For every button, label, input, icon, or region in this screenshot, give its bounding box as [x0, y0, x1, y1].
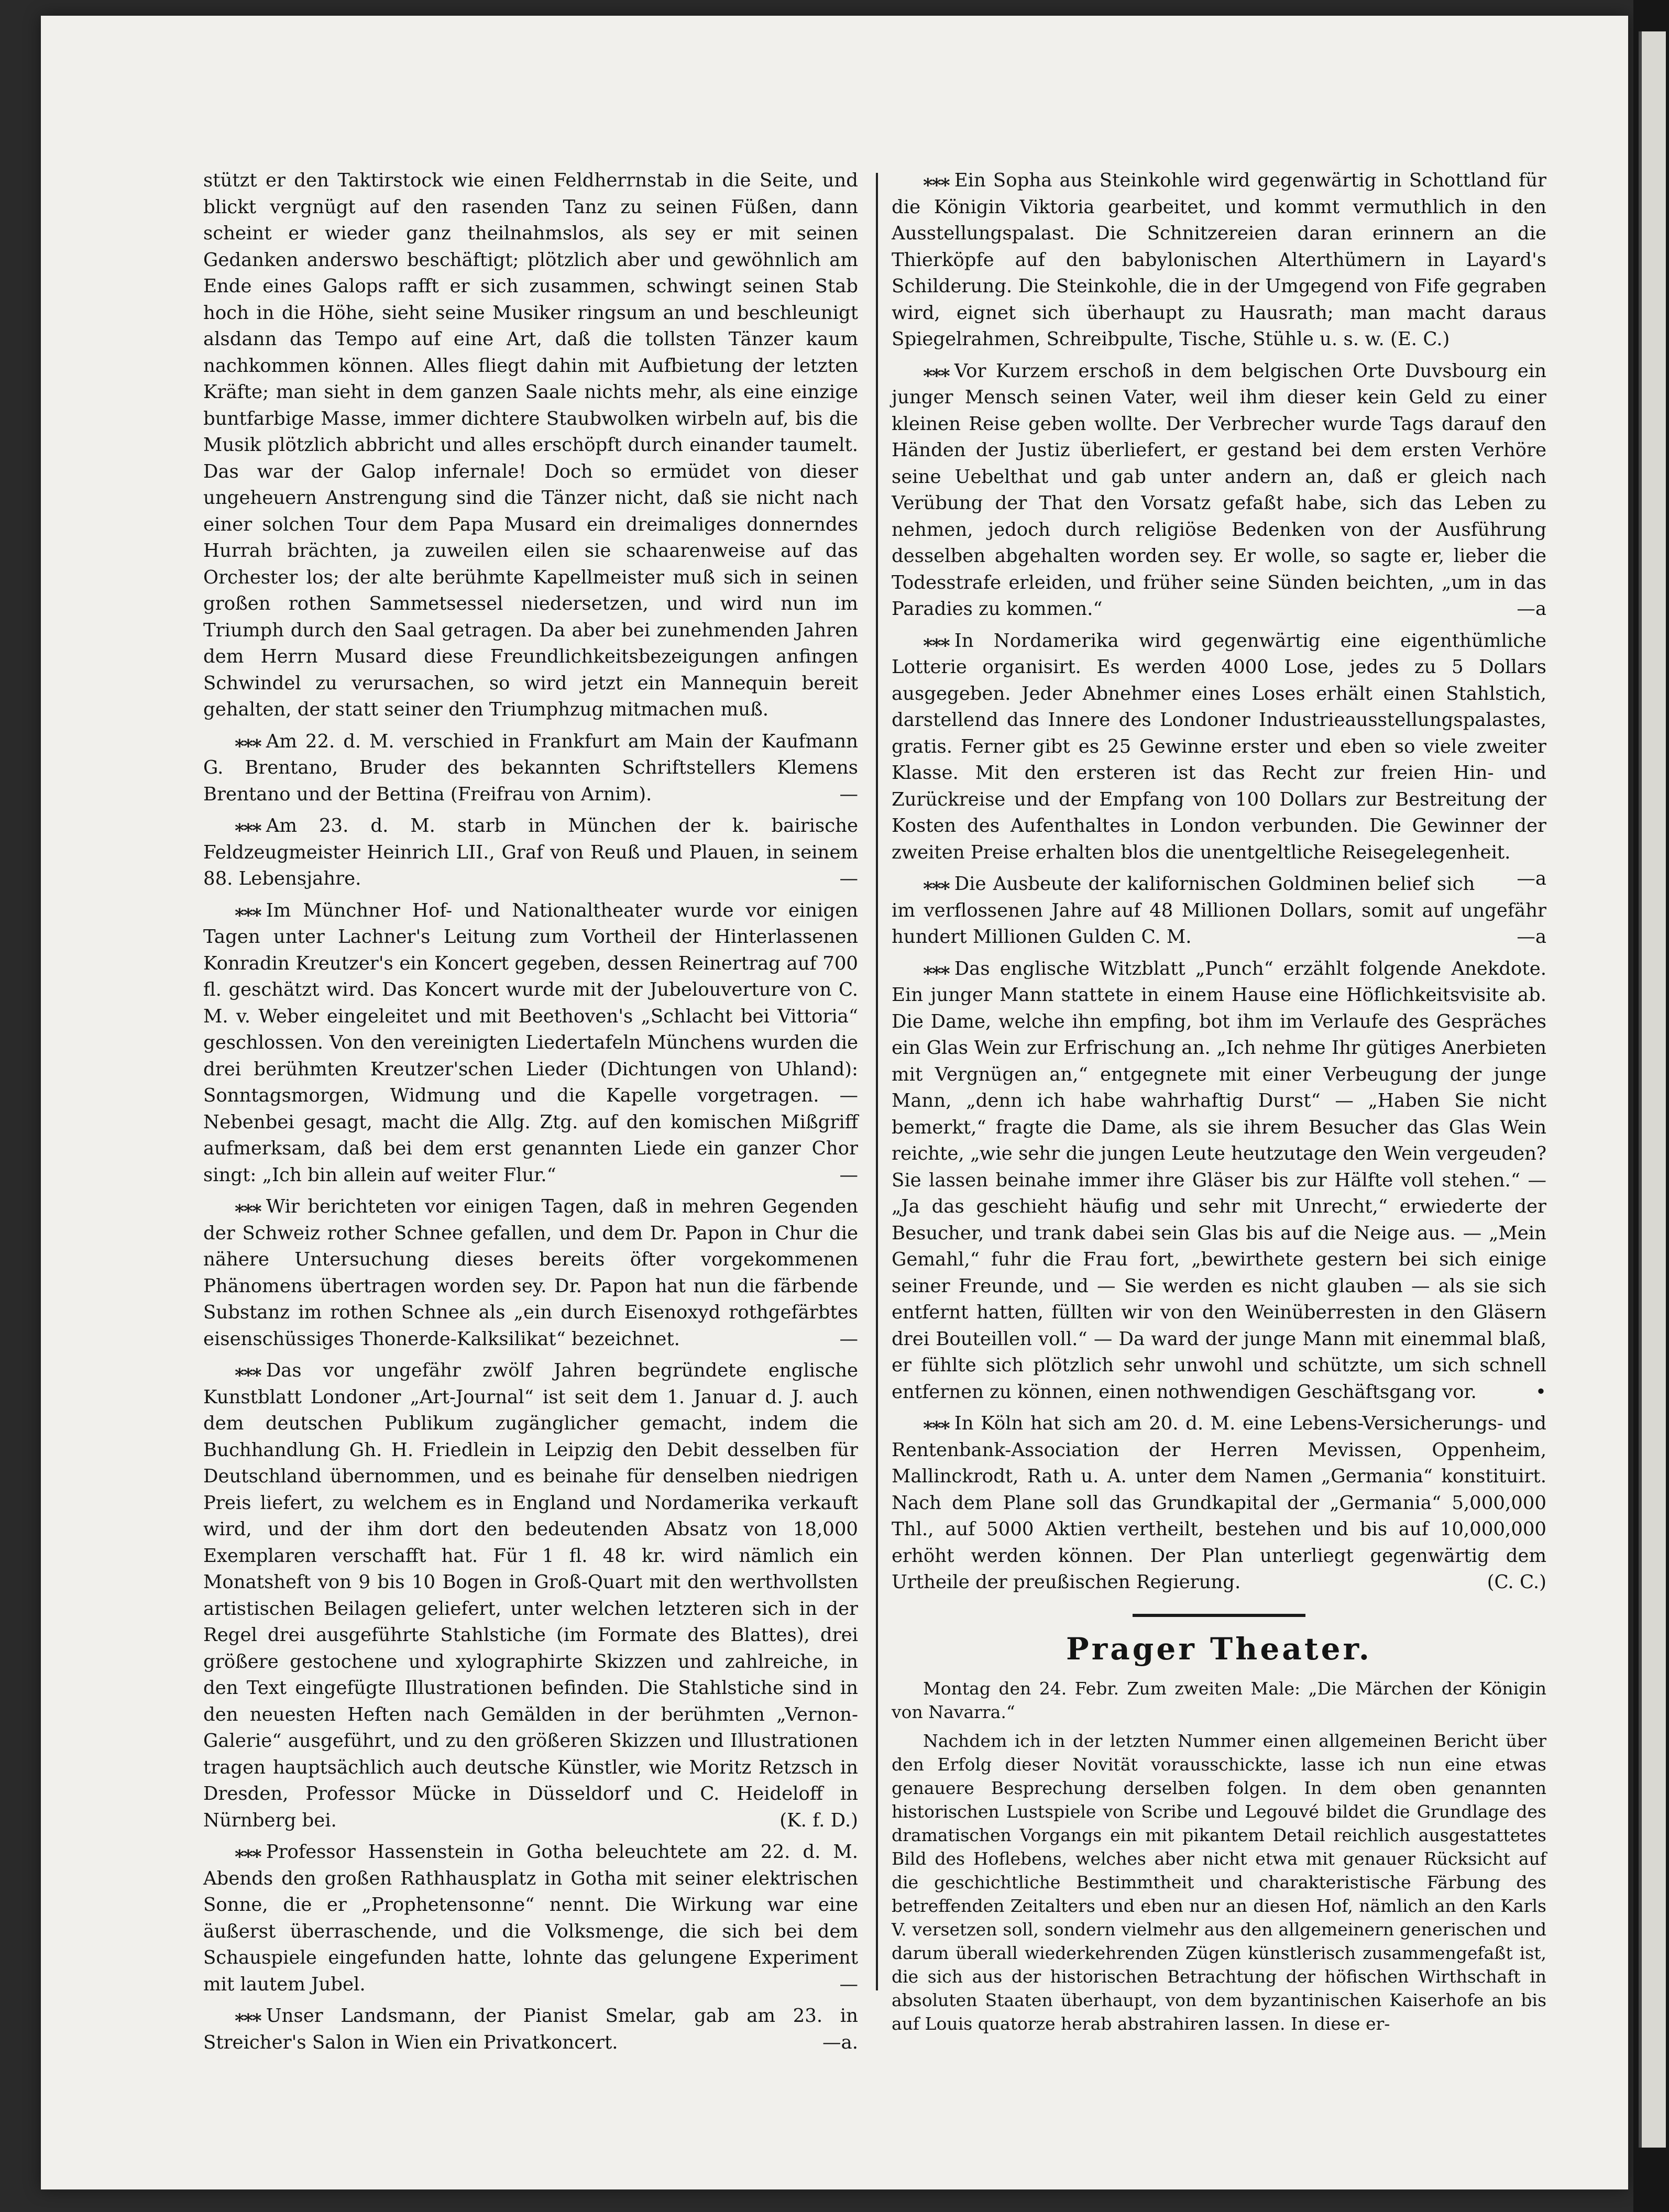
theater-intro: Montag den 24. Febr. Zum zweiten Male: „Die Märchen der Königin von Navarra.“ [892, 1678, 1546, 1722]
article-signature: (K. f. D.) [779, 1809, 858, 1831]
news-marker: ⁎⁎⁎ [923, 630, 949, 652]
section-separator [1133, 1614, 1305, 1617]
article-paragraph [203, 813, 858, 893]
news-marker: ⁎⁎⁎ [235, 730, 261, 752]
article-text: Professor Hassenstein in Gotha beleuchtete am 22. d. M. Abends den großen Rathhausplatz in Gotha mit seiner elektrischen Sonne, die er „Prophetensonne“ nennt. Die Wirkung war eine äußerst überraschende, und die Volksmenge, die sich bei dem Schauspiele eingefunden hatte, lohnte das gelungene Experiment mit lautem Jubel. [203, 1841, 858, 1995]
article-paragraph [892, 358, 1546, 623]
column-divider [876, 173, 878, 1990]
news-marker: ⁎⁎⁎ [923, 360, 949, 382]
article-paragraph [892, 1411, 1546, 1596]
news-marker: ⁎⁎⁎ [235, 815, 261, 837]
article-signature: — [839, 868, 858, 889]
article-text: In Nordamerika wird gegenwärtig eine eigenthümliche Lotterie organisirt. Es werden 4000 Lose, jedes zu 5 Dollars ausgegeben. Jeder Abnehmer eines Loses erhält einen Stahlstich, darstellend das Innere des Londoner Industrieausstellungspalastes, gratis. Ferner gibt es 25 Gewinne erster und eben so viele zweiter Klasse. Mit den ersteren ist das Recht zur freien Hin- und Zurückreise und der Empfang von 100 Dollars zur Bestreitung der Kosten des Aufenthaltes in London verbunden. Die Gewinner der zweiten Preise erhalten blos die unentgeltliche Reisegelegenheit. [892, 630, 1546, 863]
news-marker: ⁎⁎⁎ [923, 1413, 949, 1434]
article-text: Wir berichteten vor einigen Tagen, daß in mehren Gegenden der Schweiz rother Schnee gefallen, und dem Dr. Papon in Chur die nähere Untersuchung dieses bereits öfter vorgekommenen Phänomens übertragen worden sey. Dr. Papon hat nun die färbende Substanz im rothen Schnee als „ein durch Eisenoxyd rothgefärbtes eisenschüssiges Thonerde-Kalksilikat“ bezeichnet. [203, 1196, 858, 1350]
article-text: In Köln hat sich am 20. d. M. eine Lebens-Versicherungs- und Rentenbank-Association der Herren Mevissen, Oppenheim, Mallinckrodt, Rath u. A. unter dem Namen „Germania“ konstituirt. Nach dem Plane soll das Grundkapital der „Germania“ 5,000,000 Thl., auf 5000 Aktien vertheilt, bestehen und bis auf 10,000,000 erhöht werden können. Der Plan unterliegt gegenwärtig dem Urtheile der preußischen Regierung. [892, 1413, 1546, 1593]
article-signature: —a [1517, 926, 1546, 948]
news-marker: ⁎⁎⁎ [235, 1196, 261, 1217]
article-paragraph [203, 168, 858, 723]
article-text: stützt er den Taktirstock wie einen Feldherrnstab in die Seite, und blickt vergnügt auf den rasenden Tanz zu seinen Füßen, dann scheint er wieder ganz theilnahmslos, als sey er mit seinen Gedanken anderswo beschäftigt; plötzlich aber und gewöhnlich am Ende eines Galops rafft er sich zusammen, schwingt seinen Stab hoch in die Höhe, sieht seine Musiker ringsum an und beschleunigt alsdann das Tempo auf eine Art, daß die tollsten Tänzer kaum nachkommen können. Alles fliegt dahin mit Aufbietung der letzten Kräfte; man sieht in dem ganzen Saale nichts mehr, als eine einzige buntfarbige Masse, immer dichtere Staubwolken wirbeln auf, bis die Musik plötzlich abbricht und alles erschöpft durch einander taumelt. Das war der Galop infernale! Doch so ermüdet von dieser ungeheuern Anstrengung sind die Tänzer nicht, daß sie nicht nach einer solchen Tour dem Papa Musard ein dreimaliges donnerndes Hurrah brächten, ja zuweilen eilen sie schaarenweise auf das Orchester los; der alte berühmte Kapellmeister muß sich in seinen großen rothen Sammetsessel niedersetzen, und wird nun im Triumph durch den Saal getragen. Da aber bei zunehmenden Jahren dem Herrn Musard diese Freundlichkeitsbezeigungen anfingen Schwindel zu verursachen, so wird jetzt ein Mannequin bereit gehalten, der statt seiner den Triumphzug mitmachen muß. [203, 170, 858, 720]
article-signature: — [839, 1328, 858, 1350]
news-marker: ⁎⁎⁎ [923, 958, 949, 980]
article-text: Ein Sopha aus Steinkohle wird gegenwärtig in Schottland für die Königin Viktoria gearbeitet, und kommt vermuthlich in den Ausstellungspalast. Die Schnitzereien daran erinnern an die Thierköpfe auf den babylonischen Alterthümern in Layard's Schilderung. Die Steinkohle, die in der Umgegend von Fife gegraben wird, eignet sich überhaupt zu Hausrath; man macht daraus Spiegelrahmen, Schreibpulte, Tische, Stühle u. s. w. (E. C.) [892, 170, 1546, 350]
article-paragraph [892, 628, 1546, 889]
article-signature: • [1535, 1381, 1546, 1403]
left-column [203, 168, 858, 2061]
article-paragraph [203, 898, 858, 1189]
article-signature: — [839, 1164, 858, 1186]
article-paragraph [203, 2003, 858, 2056]
article-paragraph [892, 871, 1546, 951]
news-marker: ⁎⁎⁎ [235, 1841, 261, 1863]
news-marker: ⁎⁎⁎ [923, 873, 949, 895]
article-signature: —a. [822, 2031, 858, 2053]
article-paragraph [203, 729, 858, 808]
news-marker: ⁎⁎⁎ [235, 1360, 261, 1381]
article-text: Unser Landsmann, der Pianist Smelar, gab am 23. in Streicher's Salon in Wien ein Privatkoncert. [203, 2005, 858, 2053]
adjacent-page-edge [1633, 0, 1669, 2212]
article-signature: —a [1517, 598, 1546, 620]
article-text: Das vor ungefähr zwölf Jahren begründete englische Kunstblatt Londoner „Art-Journal“ ist seit dem 1. Januar d. J. auch dem deutschen Publikum zugänglicher gemacht, indem die Buchhandlung Gh. H. Friedlein in Leipzig den Debit desselben für Deutschland übernommen, und es beinahe für denselben niedrigen Preis liefert, zu welchem es in England und Nordamerika verkauft wird, und der ihm dort den bedeutenden Absatz von 18,000 Exemplaren verschafft hat. Für 1 fl. 48 kr. wird nämlich ein Monatsheft von 9 bis 10 Bogen in Groß-Quart mit den werthvollsten artistischen Beilagen geliefert, unter welchen letzteren sich in der Regel drei ausgeführte Stahlstiche (im Formate des Blattes), drei größere gestochene und xylographirte Skizzen und zahlreiche, in den Text eingefügte Illustrationen befinden. Die Stahlstiche sind in den neuesten Heften nach Gemälden in der berühmten „Vernon-Galerie“ ausgeführt, und zu den größeren Skizzen und Illustrationen tragen hauptsächlich auch deutsche Künstler, wie Moritz Retzsch in Dresden, Professor Mücke in Düsseldorf und C. Heideloff in Nürnberg bei. [203, 1360, 858, 1831]
article-text: Im Münchner Hof- und Nationaltheater wurde vor einigen Tagen unter Lachner's Leitung zum Vortheil der Hinterlassenen Konradin Kreutzer's ein Koncert gegeben, dessen Reinertrag auf 700 fl. geschätzt wird. Das Koncert wurde mit der Jubelouverture von C. M. v. Weber eingeleitet und mit Beethoven's „Schlacht bei Vittoria“ geschlossen. Von den vereinigten Liedertafeln Münchens wurden die drei berühmten Kreutzer'schen Lieder (Dichtungen von Uhland): Sonntagsmorgen, Widmung und die Kapelle vorgetragen. — Nebenbei gesagt, macht die Allg. Ztg. auf den komischen Mißgriff aufmerksam, daß bei dem erst genannten Liede ein ganzer Chor singt: „Ich bin allein auf weiter Flur.“ [203, 899, 858, 1186]
article-signature: (C. C.) [1487, 1571, 1546, 1593]
article-paragraph [203, 1194, 858, 1352]
article-text: Das englische Witzblatt „Punch“ erzählt folgende Anekdote. Ein junger Mann stattete in einem Hause eine Höflichkeitsvisite ab. Die Dame, welche ihn empfing, bot ihm im Verlaufe des Gespräches ein Glas Wein zur Erfrischung an. „Ich nehme Ihr gütiges Anerbieten mit Vergnügen an,“ entgegnete mit einer Verbeugung der junge Mann, „denn ich habe wahrhaftig Durst“ — „Haben Sie nicht bemerkt,“ fragte die Dame, als sie ihrem Besucher das Glas Wein reichte, „wie sehr die jungen Leute heutzutage den Wein vergeuden? Sie lassen beinahe immer ihre Gläser bis zur Hälfte voll stehen.“ — „Ja das geschieht häufig und sehr mit Unrecht,“ erwiederte der Besucher, und trank dabei sein Glas bis auf die Neige aus. — „Mein Gemahl,“ fuhr die Frau fort, „bewirthete gestern bei sich einige seiner Freunde, und — Sie werden es nicht glauben — als sie sich entfernt hatten, füllten wir von den Weinüberresten in den Gläsern drei Bouteillen voll.“ — Da ward der junge Mann mit einemmal blaß, er fühlte sich plötzlich sehr unwohl und schützte, um sich schnell entfernen zu können, einen nothwendigen Geschäftsgang vor. [892, 958, 1546, 1403]
theater-body: Nachdem ich in der letzten Nummer einen allgemeinen Bericht über den Erfolg dieser Novität vorausschickte, lasse ich nun eine etwas genauere Besprechung derselben folgen. In dem oben genannten historischen Lustspiele von Scribe und Legouvé bildet die Grundlage des dramatischen Vorgangs ein mit pikantem Detail reichlich ausgestattetes Bild des Hoflebens, welches aber nicht etwa mit genauer Rücksicht auf die geschichtliche Bestimmtheit und charakteristische Färbung des betreffenden Zeitalters und eben nur an diesen Hof, nämlich an den Karls V. versetzen soll, sondern vielmehr aus den allgemeinern generischen und darum überall wiederkehrenden Zügen künstlerisch zusammengefaßt ist, die sich aus der historischen Betrachtung der höfischen Wirthschaft in absoluten Staaten überhaupt, von dem byzantinischen Kaiserhofe an bis auf Louis quatorze herab abstrahiren lassen. In diese er- [892, 1730, 1546, 2034]
article-signature: —a [1517, 868, 1546, 889]
article-text: Am 22. d. M. verschied in Frankfurt am Main der Kaufmann G. Brentano, Bruder des bekannten Schriftstellers Klemens Brentano und der Bettina (Freifrau von Arnim). [203, 730, 858, 805]
theater-heading: Prager Theater. [1066, 1631, 1372, 1667]
article-text: Vor Kurzem erschoß in dem belgischen Orte Duvsbourg ein junger Mensch seinen Vater, weil ihm dieser kein Geld zu einer kleinen Reise geben wollte. Der Verbrecher wurde Tags darauf den Händen der Justiz überliefert, er gestand bei dem ersten Verhöre seine Uebelthat und gab unter andern an, daß er gleich nach Verübung der That den Vorsatz gefaßt habe, sich das Leben zu nehmen, jedoch durch religiöse Bedenken von der Ausführung desselben abgehalten worden sey. Er wolle, so sagte er, lieber die Todesstrafe erleiden, und früher seine Sünden beichten, „um in das Paradies zu kommen.“ [892, 360, 1546, 620]
news-marker: ⁎⁎⁎ [235, 899, 261, 921]
article-text: Die Ausbeute der kalifornischen Goldminen belief sich im verflossenen Jahre auf 48 Millionen Dollars, somit auf ungefähr hundert Millionen Gulden C. M. [892, 873, 1546, 948]
article-paragraph [203, 1839, 858, 1998]
article-paragraph [892, 956, 1546, 1406]
article-paragraph [203, 1358, 858, 1834]
article-signature: — [839, 783, 858, 805]
right-column [892, 168, 1546, 2041]
article-signature: — [839, 1973, 858, 1995]
article-text: Am 23. d. M. starb in München der k. bairische Feldzeugmeister Heinrich LII., Graf von Reuß und Plauen, in seinem 88. Lebensjahre. [203, 815, 858, 889]
article-paragraph [892, 168, 1546, 353]
news-marker: ⁎⁎⁎ [235, 2005, 261, 2027]
news-marker: ⁎⁎⁎ [923, 170, 949, 191]
